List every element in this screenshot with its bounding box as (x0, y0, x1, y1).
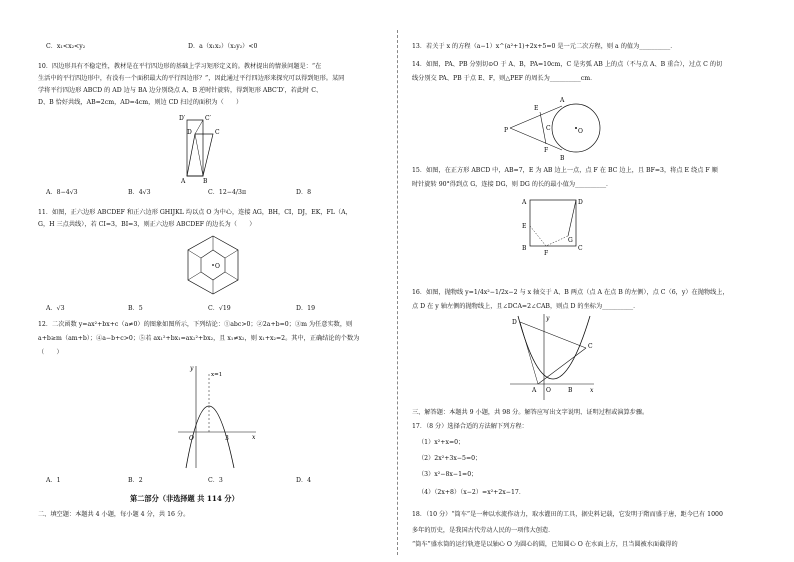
fig14-label-B: B (560, 155, 565, 162)
q11-option-b: B．5 (128, 305, 143, 312)
fig14-label-O: O (578, 128, 583, 135)
fig14-label-A: A (560, 97, 565, 104)
fig12-label-y: y (190, 365, 194, 372)
part2-title: 第二部分（非选择题 共 114 分） (130, 494, 239, 503)
fig16-label-B: B (568, 387, 573, 394)
q17-item-4: （4）（2x+8）（x−2）=x²+2x−17． (418, 489, 526, 496)
fig16-label-C: C (588, 343, 593, 350)
q11-option-c: C．√19 (208, 305, 231, 312)
fig12-label-3: 3 (225, 435, 229, 442)
fig16-label-x: x (590, 387, 594, 394)
q14-figure (504, 88, 624, 168)
q10-option-a: A．8−4√3 (46, 189, 78, 196)
q9-option-d: D．a（x₁x₂）（x₂y₂）<0 (188, 43, 258, 50)
q10-option-d: D．8 (296, 189, 312, 196)
q11-figure (178, 232, 248, 300)
fig10-label-A: A (181, 178, 186, 185)
q15-figure (520, 196, 590, 258)
fig10-label-C: C (215, 129, 220, 136)
q10-option-c: C．12−4/3π (208, 189, 247, 196)
fig14-label-C: C (546, 125, 551, 132)
q12-option-a: A．1 (46, 477, 61, 484)
q11-option-d: D．19 (296, 305, 316, 312)
q17-item-1: （1）x²+x=0； (418, 439, 465, 446)
fig15-label-D: D (578, 199, 583, 206)
q12-option-c: C．3 (208, 477, 223, 484)
q17-heading: 17．（8 分）选择合适的方法解下列方程： (412, 423, 528, 430)
fig15-label-C: C (578, 245, 583, 252)
fig15-label-B: B (522, 245, 527, 252)
fig15-label-F: F (544, 250, 549, 257)
q13-text: 13．若关于 x 的方程（a−1）x^(a²+1)+2x+5=0 是一元二次方程，则 a 的值为__________． (412, 43, 677, 50)
q10-figure (173, 114, 253, 186)
fig10-label-B: B (203, 178, 208, 185)
q12-option-b: B．2 (128, 477, 143, 484)
q9-option-c: C．x₁<x₂<y₂ (46, 43, 86, 50)
q10-option-b: B．4√3 (128, 189, 151, 196)
fig11-label-O: O (215, 263, 220, 270)
fig15-label-G: G (568, 237, 573, 244)
q11-option-a: A．√3 (46, 305, 65, 312)
fig16-label-y: y (546, 315, 550, 322)
fig15-label-E: E (522, 223, 527, 230)
q17-item-2: （2）2x²+3x−5=0； (418, 455, 482, 462)
fig10-label-D1: D′ (179, 115, 186, 122)
fig15-label-A: A (522, 199, 527, 206)
q12-option-d: D．4 (296, 477, 312, 484)
fig10-label-D: D (187, 129, 192, 136)
q12-figure (178, 362, 258, 472)
fig14-label-F: F (544, 147, 549, 154)
fig12-label-x1: x=1 (211, 372, 223, 378)
fill-in-heading: 二、填空题：本题共 4 小题，每小题 4 分，共 16 分。 (38, 511, 190, 518)
fig16-label-D: D (512, 319, 517, 326)
fig16-label-O: O (546, 387, 551, 394)
fig16-label-A: A (532, 387, 537, 394)
q16-figure (508, 312, 598, 402)
fig14-label-E: E (534, 105, 539, 112)
section-3-heading: 三、解答题：本题共 9 小题，共 98 分。解答应写出文字说明、证明过程或演算步骤。 (412, 409, 649, 416)
column-divider (397, 30, 398, 555)
fig12-label-x: x (252, 434, 256, 441)
fig10-label-C1: C′ (205, 115, 211, 122)
exam-page: C．x₁<x₂<y₂ D．a（x₁x₂）（x₂y₂）<0 10．四边形具有不稳定性，教材是在平行四边形的基础上学习矩形定义的。教材提出的情景问题是：“在 生活中的平行四边形中，有没有一个面积最大的平行四边形？”，因此通过平行四边形来探究可以得到矩形。某同 学将平行四边形 ABCD 的 AD 边与 BA 边分别绕点 A、B 逆时针旋转，得到矩形 ABC′D′，若此时 C、 D、B 恰好共线，AB=2cm，AD=4cm，则边 CD 扫过的面积为（ ） D′ C′ D C A B A．8−4√3 B．4√3 C．12−4/3π D．8 11．如图，正六边形 ABCDEF 和正六边形 GHIJKL 均以点 O 为中心，连接 AG，BH，CI，DJ，EK，FL（A， G，H 三点共线），若 CI=3，BI=3，则正六边形 ABCDEF 的边长为（ ） O A．√3 B．5 C．√19 D．19 12．二次函数 y=ax²+bx+c（a≠0）的图象如图所示，下列结论：①abc>0；②2a+b=0；③m 为任意实数，则 a+b≥m（am+b）；④a−b+c>0；⑤若 ax₁²+bx₁=ax₂²+bx₂，且 x₁≠x₂，则 x₁+x₂=2。其中，正确结论的个数为 （ ） x y O x=1 3 A．1 B．2 C．3 D．4 第二部分（非选择题 共 114 分） 二、填空题：本题共 4 小题，每小题 4 分，共 16 分。 13．若关于 x 的方程（a−1）x^(a²+1)+2x+5=0 是一元二次方程，则 a 的值为__________． 14．如图，PA、PB 分别切⊙O 于 A、B，PA=10cm，C 是劣弧 AB 上的点（不与点 A、B 重合），过点 C 的切 线分别交 PA、PB 于点 E、F，则△PEF 的周长为__________cm． P A B C E F O 15．如图，在正方形 ABCD 中，AB=7，E 为 AB 边上一点，点 F 在 BC 边上，且 BF=3，将点 E 绕点 F 顺 时针旋转 90°得到点 G，连接 DG，则 DG 的长的最小值为__________． A D E B F C G 16．如图，抛物线 y=1/4x²−1/2x−2 与 x 轴交于 A、B 两点（点 A 在点 B 的左侧），点 C（6，y）在抛物线上， 点 D 在 y 轴左侧的抛物线上，且∠DCA=2∠CAB，则点 D 的坐标为__________． D C A O B x y 三、解答题：本题共 9 小题，共 98 分。解答应写出文字说明、证明过程或演算步骤。 17．（8 分）选择合适的方法解下列方程： （1）x²+x=0； （2）2x²+3x−5=0； （3）x²−8x−1=0； （4）（2x+8）（x−2）=x²+2x−17． 18．（10 分）“筒车”是一种以水流作动力，取水灌田的工具，据史料记载，它发明于隋而盛于唐，距今已有 1000 多年的历史，是我国古代劳动人民的一项伟大创造． “筒车”盛水筒的运行轨迹是以轴心 O 为圆心的圆，已知圆心 O 在水面上方，且当圆被水面截得的 (0, 0, 794, 562)
fig12-label-O: O (189, 435, 194, 442)
fig14-label-P: P (504, 127, 509, 134)
q17-item-3: （3）x²−8x−1=0； (418, 471, 478, 478)
